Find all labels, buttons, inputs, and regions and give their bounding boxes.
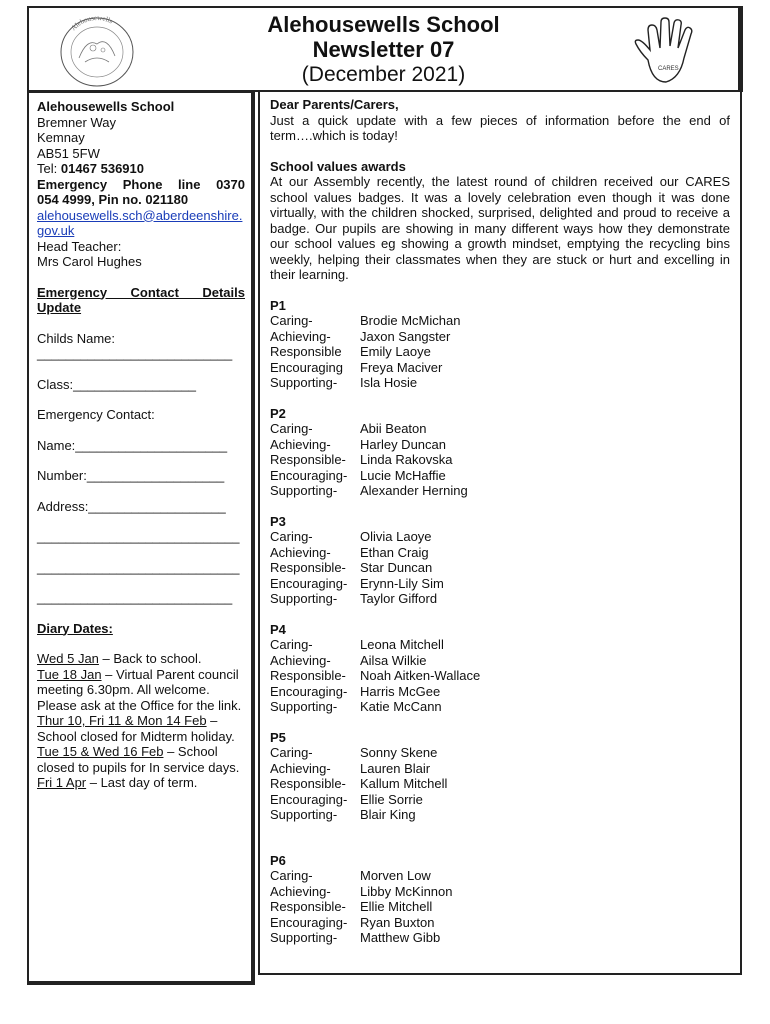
award-category: Responsible- (270, 668, 346, 683)
award-pupil-name: Kallum Mitchell (360, 776, 448, 791)
award-category: Achieving- (270, 652, 331, 668)
award-pupil-name: Katie McCann (360, 699, 442, 714)
award-row (270, 329, 730, 345)
award-category: Encouraging- (270, 575, 348, 591)
tel-number: 01467 536910 (60, 161, 145, 176)
award-category: Supporting- (270, 591, 338, 606)
award-group-p2 (270, 406, 730, 499)
award-row (270, 437, 730, 453)
cares-hand-logo (628, 14, 716, 90)
award-category: Supporting- (270, 930, 338, 945)
award-row (270, 792, 730, 808)
award-category: Caring- (270, 313, 313, 328)
letter-greeting: Dear Parents/Carers, (270, 97, 399, 112)
award-class-heading: P4 (270, 621, 286, 637)
award-class-heading: P2 (270, 405, 286, 421)
awards-list (270, 298, 730, 946)
award-category: Encouraging (270, 359, 343, 375)
award-group-p6 (270, 853, 730, 946)
award-pupil-name: Alexander Herning (360, 483, 468, 498)
award-class-heading: P5 (270, 729, 286, 745)
address-town: Kemnay (37, 130, 85, 145)
newsletter-date: (December 2021) (301, 63, 466, 86)
address-postcode: AB51 5FW (37, 145, 100, 161)
award-pupil-name: Ellie Mitchell (360, 899, 433, 914)
award-row (270, 684, 730, 700)
award-row (270, 637, 730, 653)
tel-label: Tel: (37, 161, 58, 176)
award-pupil-name: Taylor Gifford (360, 591, 438, 606)
award-group-p3 (270, 514, 730, 607)
award-class-heading: P1 (270, 297, 286, 313)
emergency-line-2: 054 4999, Pin no. 021180 (37, 192, 189, 207)
award-pupil-name: Ryan Buxton (360, 914, 435, 930)
newsletter-number: Newsletter 07 (312, 37, 455, 62)
award-category: Responsible (270, 344, 342, 359)
award-row (270, 576, 730, 592)
award-category: Caring- (270, 637, 313, 652)
diary-entry: Thur 10, Fri 11 & Mon 14 Feb – School closed for Midterm holiday. (37, 713, 235, 744)
award-row (270, 745, 730, 761)
address-line-3: ___________________________ (37, 590, 233, 605)
school-email-link[interactable]: alehousewells.sch@aberdeenshire.gov.uk (37, 207, 243, 238)
newsletter-header (27, 6, 743, 92)
award-row (270, 591, 730, 607)
award-row (270, 375, 730, 391)
award-pupil-name: Ellie Sorrie (360, 791, 423, 807)
award-row (270, 915, 730, 931)
telephone (37, 161, 245, 177)
award-pupil-name: Libby McKinnon (360, 883, 453, 899)
award-row (270, 776, 730, 792)
address-line-1: ____________________________ (37, 529, 240, 544)
head-teacher-label: Head Teacher: (37, 238, 122, 254)
award-row (270, 483, 730, 499)
award-pupil-name: Abii Beaton (360, 421, 427, 436)
award-row (270, 899, 730, 915)
award-row (270, 344, 730, 360)
award-row (270, 529, 730, 545)
award-group-p5 (270, 730, 730, 823)
award-pupil-name: Jaxon Sangster (360, 328, 451, 344)
award-pupil-name: Emily Laoye (360, 344, 431, 359)
award-category: Supporting- (270, 375, 338, 390)
cares-logo-text: CARES (658, 66, 679, 72)
childs-name-label: Childs Name: (37, 330, 116, 346)
award-pupil-name: Linda Rakovska (360, 452, 453, 467)
address-line-2: ____________________________ (37, 559, 240, 575)
award-row (270, 668, 730, 684)
award-category: Caring- (270, 529, 313, 544)
award-pupil-name: Lauren Blair (360, 760, 431, 776)
award-pupil-name: Erynn-Lily Sim (360, 575, 444, 591)
diary-entry: Wed 5 Jan – Back to school. (37, 651, 202, 666)
emergency-contact-label: Emergency Contact: (37, 407, 155, 422)
award-pupil-name: Matthew Gibb (360, 930, 441, 945)
award-row (270, 360, 730, 376)
diary-entries (37, 651, 245, 791)
award-category: Supporting- (270, 807, 338, 822)
award-row (270, 868, 730, 884)
award-category: Supporting- (270, 483, 338, 498)
award-class-heading: P3 (270, 513, 286, 529)
award-category: Encouraging- (270, 914, 348, 930)
main-letter-column (258, 91, 742, 975)
childs-name-field: ___________________________ (37, 346, 233, 361)
address-street: Bremner Way (37, 114, 116, 130)
award-category: Achieving- (270, 760, 331, 776)
award-category: Caring- (270, 745, 313, 760)
award-category: Achieving- (270, 544, 331, 560)
values-heading: School values awards (270, 158, 406, 174)
award-pupil-name: Freya Maciver (360, 359, 443, 375)
values-text: At our Assembly recently, the latest round of children received our CARES school values badges. It was a lovely celebration even though it was done virtually, with the children shocked, surprised, delighted and proud to receive a badge. Our pupils are showing in many different ways how they demonstrate our school values eg showing a growth mindset, emptying the recycling bins weekly, helping their classmates when they are stuck or hurt and excelling in their learning. (270, 174, 730, 282)
contact-name-field: Name:_____________________ (37, 437, 228, 453)
award-row (270, 468, 730, 484)
award-category: Responsible- (270, 452, 346, 467)
award-row (270, 421, 730, 437)
award-pupil-name: Sonny Skene (360, 745, 438, 760)
sidebar-contact-column (27, 91, 255, 985)
award-category: Caring- (270, 868, 313, 883)
award-category: Encouraging- (270, 467, 348, 483)
award-category: Encouraging- (270, 791, 348, 807)
award-category: Achieving- (270, 883, 331, 899)
award-category: Responsible- (270, 776, 346, 791)
diary-entry: Fri 1 Apr – Last day of term. (37, 775, 198, 790)
letter-intro: Just a quick update with a few pieces of information before the end of term….which is today! (270, 112, 730, 143)
award-row (270, 761, 730, 777)
award-category: Responsible- (270, 899, 346, 914)
emergency-form-heading: Emergency Contact Details (37, 284, 245, 300)
award-row (270, 313, 730, 329)
award-row (270, 452, 730, 468)
award-row (270, 807, 730, 823)
award-category: Supporting- (270, 699, 338, 714)
award-pupil-name: Olivia Laoye (360, 529, 432, 544)
diary-entry: Tue 18 Jan – Virtual Parent council meeting 6.30pm. All welcome. Please ask at the Office for the link. (37, 666, 242, 713)
class-field: Class:_________________ (37, 376, 197, 392)
award-category: Responsible- (270, 560, 346, 575)
contact-number-field: Number:___________________ (37, 468, 225, 483)
award-class-heading: P6 (270, 852, 286, 868)
head-teacher-name: Mrs Carol Hughes (37, 254, 142, 269)
award-category: Achieving- (270, 436, 331, 452)
award-row (270, 560, 730, 576)
school-name: Alehousewells School (37, 99, 175, 114)
award-pupil-name: Leona Mitchell (360, 637, 444, 652)
crest-text: Alehousewells (69, 14, 114, 33)
award-category: Achieving- (270, 328, 331, 344)
school-title: Alehousewells School (267, 12, 500, 37)
award-row (270, 699, 730, 715)
award-pupil-name: Blair King (360, 807, 416, 822)
diary-dates-heading: Diary Dates: (37, 620, 113, 636)
award-pupil-name: Isla Hosie (360, 375, 418, 390)
award-pupil-name: Brodie McMichan (360, 313, 461, 328)
award-row (270, 884, 730, 900)
award-row (270, 653, 730, 669)
award-pupil-name: Lucie McHaffie (360, 467, 446, 483)
award-category: Caring- (270, 421, 313, 436)
award-pupil-name: Ethan Craig (360, 544, 429, 560)
award-pupil-name: Noah Aitken-Wallace (360, 668, 481, 683)
award-group-p4 (270, 622, 730, 715)
award-pupil-name: Harris McGee (360, 683, 441, 699)
award-row (270, 545, 730, 561)
contact-address-field: Address:___________________ (37, 498, 226, 514)
award-pupil-name: Star Duncan (360, 560, 433, 575)
award-group-p1 (270, 298, 730, 391)
award-row (270, 930, 730, 946)
award-pupil-name: Harley Duncan (360, 436, 446, 452)
award-pupil-name: Ailsa Wilkie (360, 652, 427, 668)
emergency-form-heading-2: Update (37, 300, 82, 315)
diary-entry: Tue 15 & Wed 16 Feb – School closed to pupils for In service days. (37, 744, 240, 775)
award-pupil-name: Morven Low (360, 868, 431, 883)
award-category: Encouraging- (270, 683, 348, 699)
emergency-line-1: Emergency Phone line 0370 (37, 176, 245, 192)
